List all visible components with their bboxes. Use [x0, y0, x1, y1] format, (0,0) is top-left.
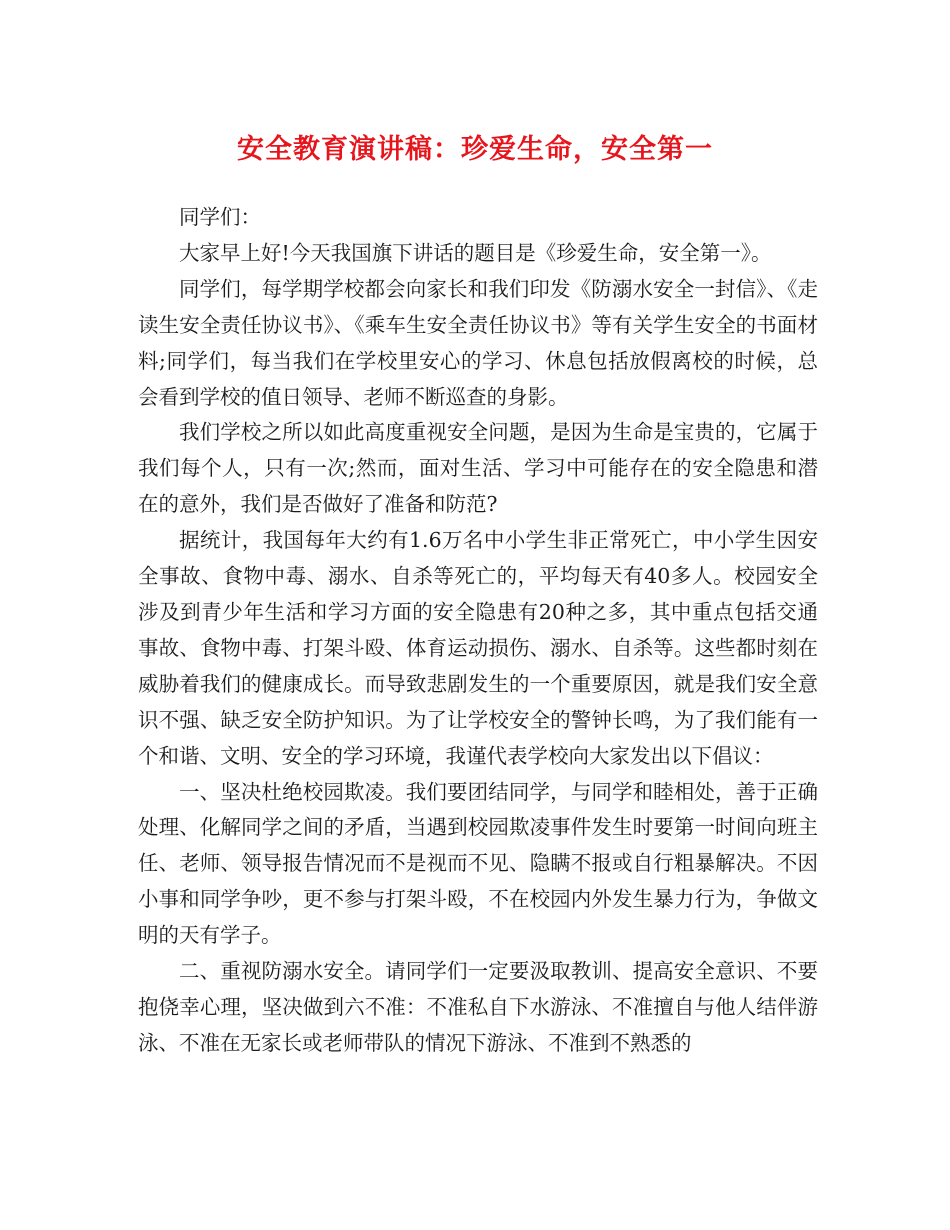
document-body [138, 200, 818, 1062]
paragraph-drowning-safety: 二、重视防溺水安全。请同学们一定要汲取教训、提高安全意识、不要抱侥幸心理，坚决做到六不准：不准私自下水游泳、不准擅自与他人结伴游泳、不准在无家长或老师带队的情况下游泳、不准到不熟悉的 [138, 959, 818, 1055]
document-title: 安全教育演讲稿：珍爱生命，安全第一 [237, 134, 713, 165]
paragraph-greeting: 同学们： [179, 205, 261, 229]
paragraph-anti-bullying: 一、坚决杜绝校园欺凌。我们要团结同学，与同学和睦相处，善于正确处理、化解同学之间的矛盾，当遇到校园欺凌事件发生时要第一时间向班主任、老师、领导报告情况而不是视而不见、隐瞒不报或自行粗暴解决。不因小事和同学争吵，更不参与打架斗殴，不在校园内外发生暴力行为，争做文明的天有学子。 [138, 779, 818, 948]
paragraph-opening: 大家早上好!今天我国旗下讲话的题目是《珍爱生命，安全第一》。 [179, 240, 772, 265]
paragraph-materials: 同学们，每学期学校都会向家长和我们印发《防溺水安全一封信》、《走读生安全责任协议书》、《乘车生安全责任协议书》等有关学生安全的书面材料;同学们，每当我们在学校里安心的学习、休息包括放假离校的时候，总会看到学校的值日领导、老师不断巡查的身影。 [138, 276, 818, 409]
paragraph-statistics: 据统计，我国每年大约有1.6万名中小学生非正常死亡，中小学生因安全事故、食物中毒、溺水、自杀等死亡的，平均每天有40多人。校园安全涉及到青少年生活和学习方面的安全隐患有20种之多，其中重点包括交通事故、食物中毒、打架斗殴、体育运动损伤、溺水、自杀等。这些都时刻在威胁着我们的健康成长。而导致悲剧发生的一个重要原因，就是我们安全意识不强、缺乏安全防护知识。为了让学校安全的警钟长鸣，为了我们能有一个和谐、文明、安全的学习环境，我谨代表学校向大家发出以下倡议： [138, 528, 818, 768]
paragraph-importance: 我们学校之所以如此高度重视安全问题，是因为生命是宝贵的，它属于我们每个人，只有一次;然而，面对生活、学习中可能存在的安全隐患和潜在的意外，我们是否做好了准备和防范? [138, 420, 818, 517]
